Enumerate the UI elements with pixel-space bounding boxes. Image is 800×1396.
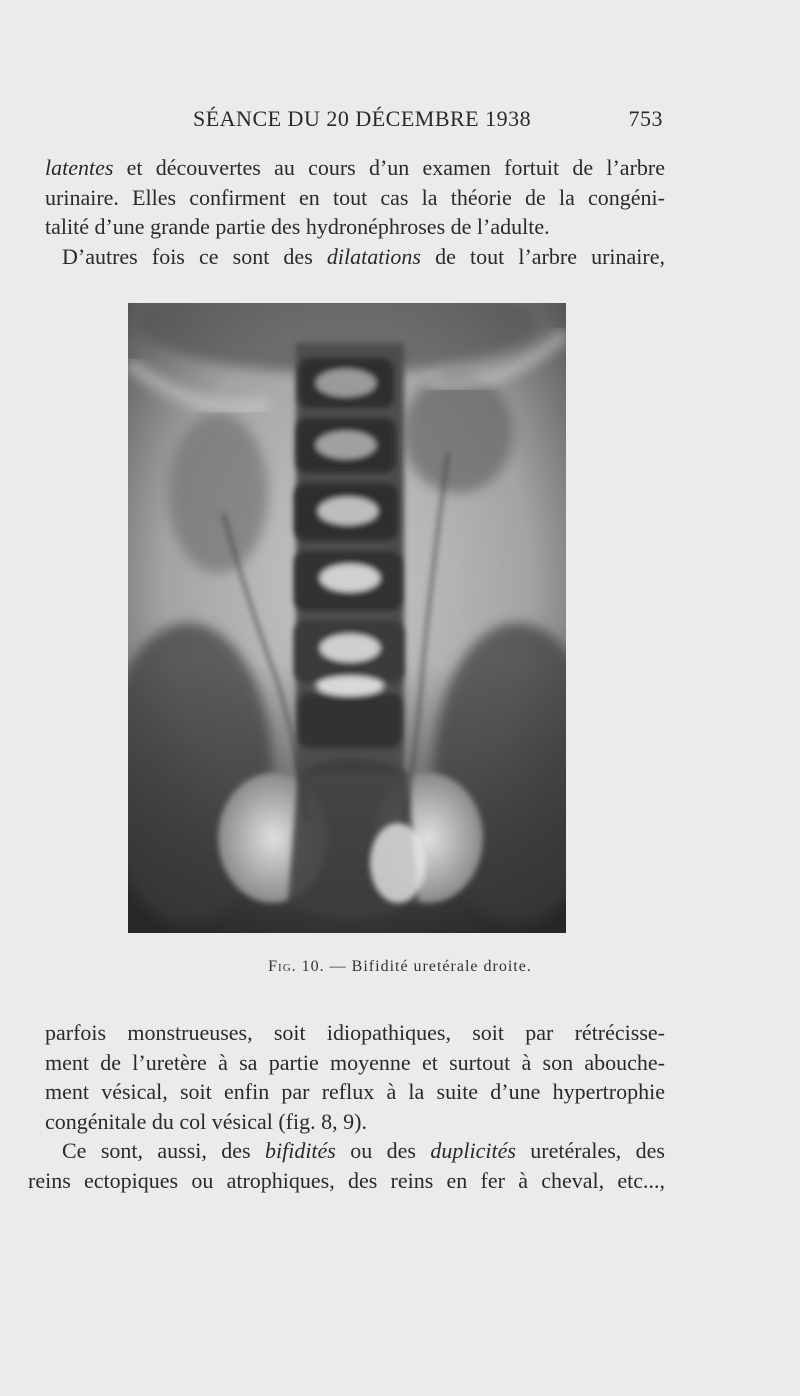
- text-line: ment de l’uretère à sa partie moyenne et surtout à son abouche-: [45, 1049, 665, 1075]
- paragraph-2: [45, 242, 665, 272]
- figure-caption: [0, 958, 800, 976]
- text-line: urinaire. Elles confirment en tout cas la théorie de la congéni-: [45, 184, 665, 210]
- text-span: uretérales, des: [515, 1138, 665, 1163]
- paragraph-3: [45, 1018, 665, 1136]
- paragraph-1: [45, 153, 665, 242]
- text-line: congénitale du col vésical (fig. 8, 9).: [45, 1108, 367, 1134]
- text-line: [45, 1136, 665, 1166]
- text-span: et découvertes au cours d’un examen fortuit de l’arbre: [113, 155, 665, 180]
- text-line: talité d’une grande partie des hydronéphroses de l’adulte.: [45, 214, 550, 239]
- text-span: Ce sont, aussi, des: [62, 1138, 265, 1163]
- page-number: 753: [628, 106, 663, 131]
- caption-text: Bifidité uretérale droite.: [351, 958, 532, 975]
- figure-label: Fig. 10.: [268, 958, 325, 975]
- running-head: [193, 106, 663, 132]
- text-line: reins ectopiques ou atrophiques, des reins en fer à cheval, etc...,: [28, 1167, 665, 1193]
- italic-term-dilatations: dilatations: [326, 244, 421, 269]
- italic-term-duplicites: duplicités: [430, 1138, 516, 1163]
- xray-image: [128, 303, 566, 933]
- text-line: [45, 153, 665, 183]
- italic-term-bifidites: bifidités: [264, 1138, 336, 1163]
- text-span: D’autres fois ce sont des: [62, 244, 327, 269]
- paragraph-4: [28, 1136, 665, 1195]
- text-line: [45, 242, 665, 272]
- running-head-title: SÉANCE DU 20 DÉCEMBRE 1938: [193, 106, 532, 131]
- italic-term-latentes: latentes: [45, 155, 114, 180]
- text-span: ou des: [335, 1138, 431, 1163]
- caption-separator: —: [324, 958, 352, 975]
- text-span: de tout l’arbre urinaire,: [421, 244, 665, 269]
- xray-figure: [128, 303, 566, 933]
- text-line: parfois monstrueuses, soit idiopathiques, soit par rétrécisse-: [45, 1020, 665, 1045]
- text-line: ment vésical, soit enfin par reflux à la suite d’une hypertrophie: [45, 1079, 665, 1104]
